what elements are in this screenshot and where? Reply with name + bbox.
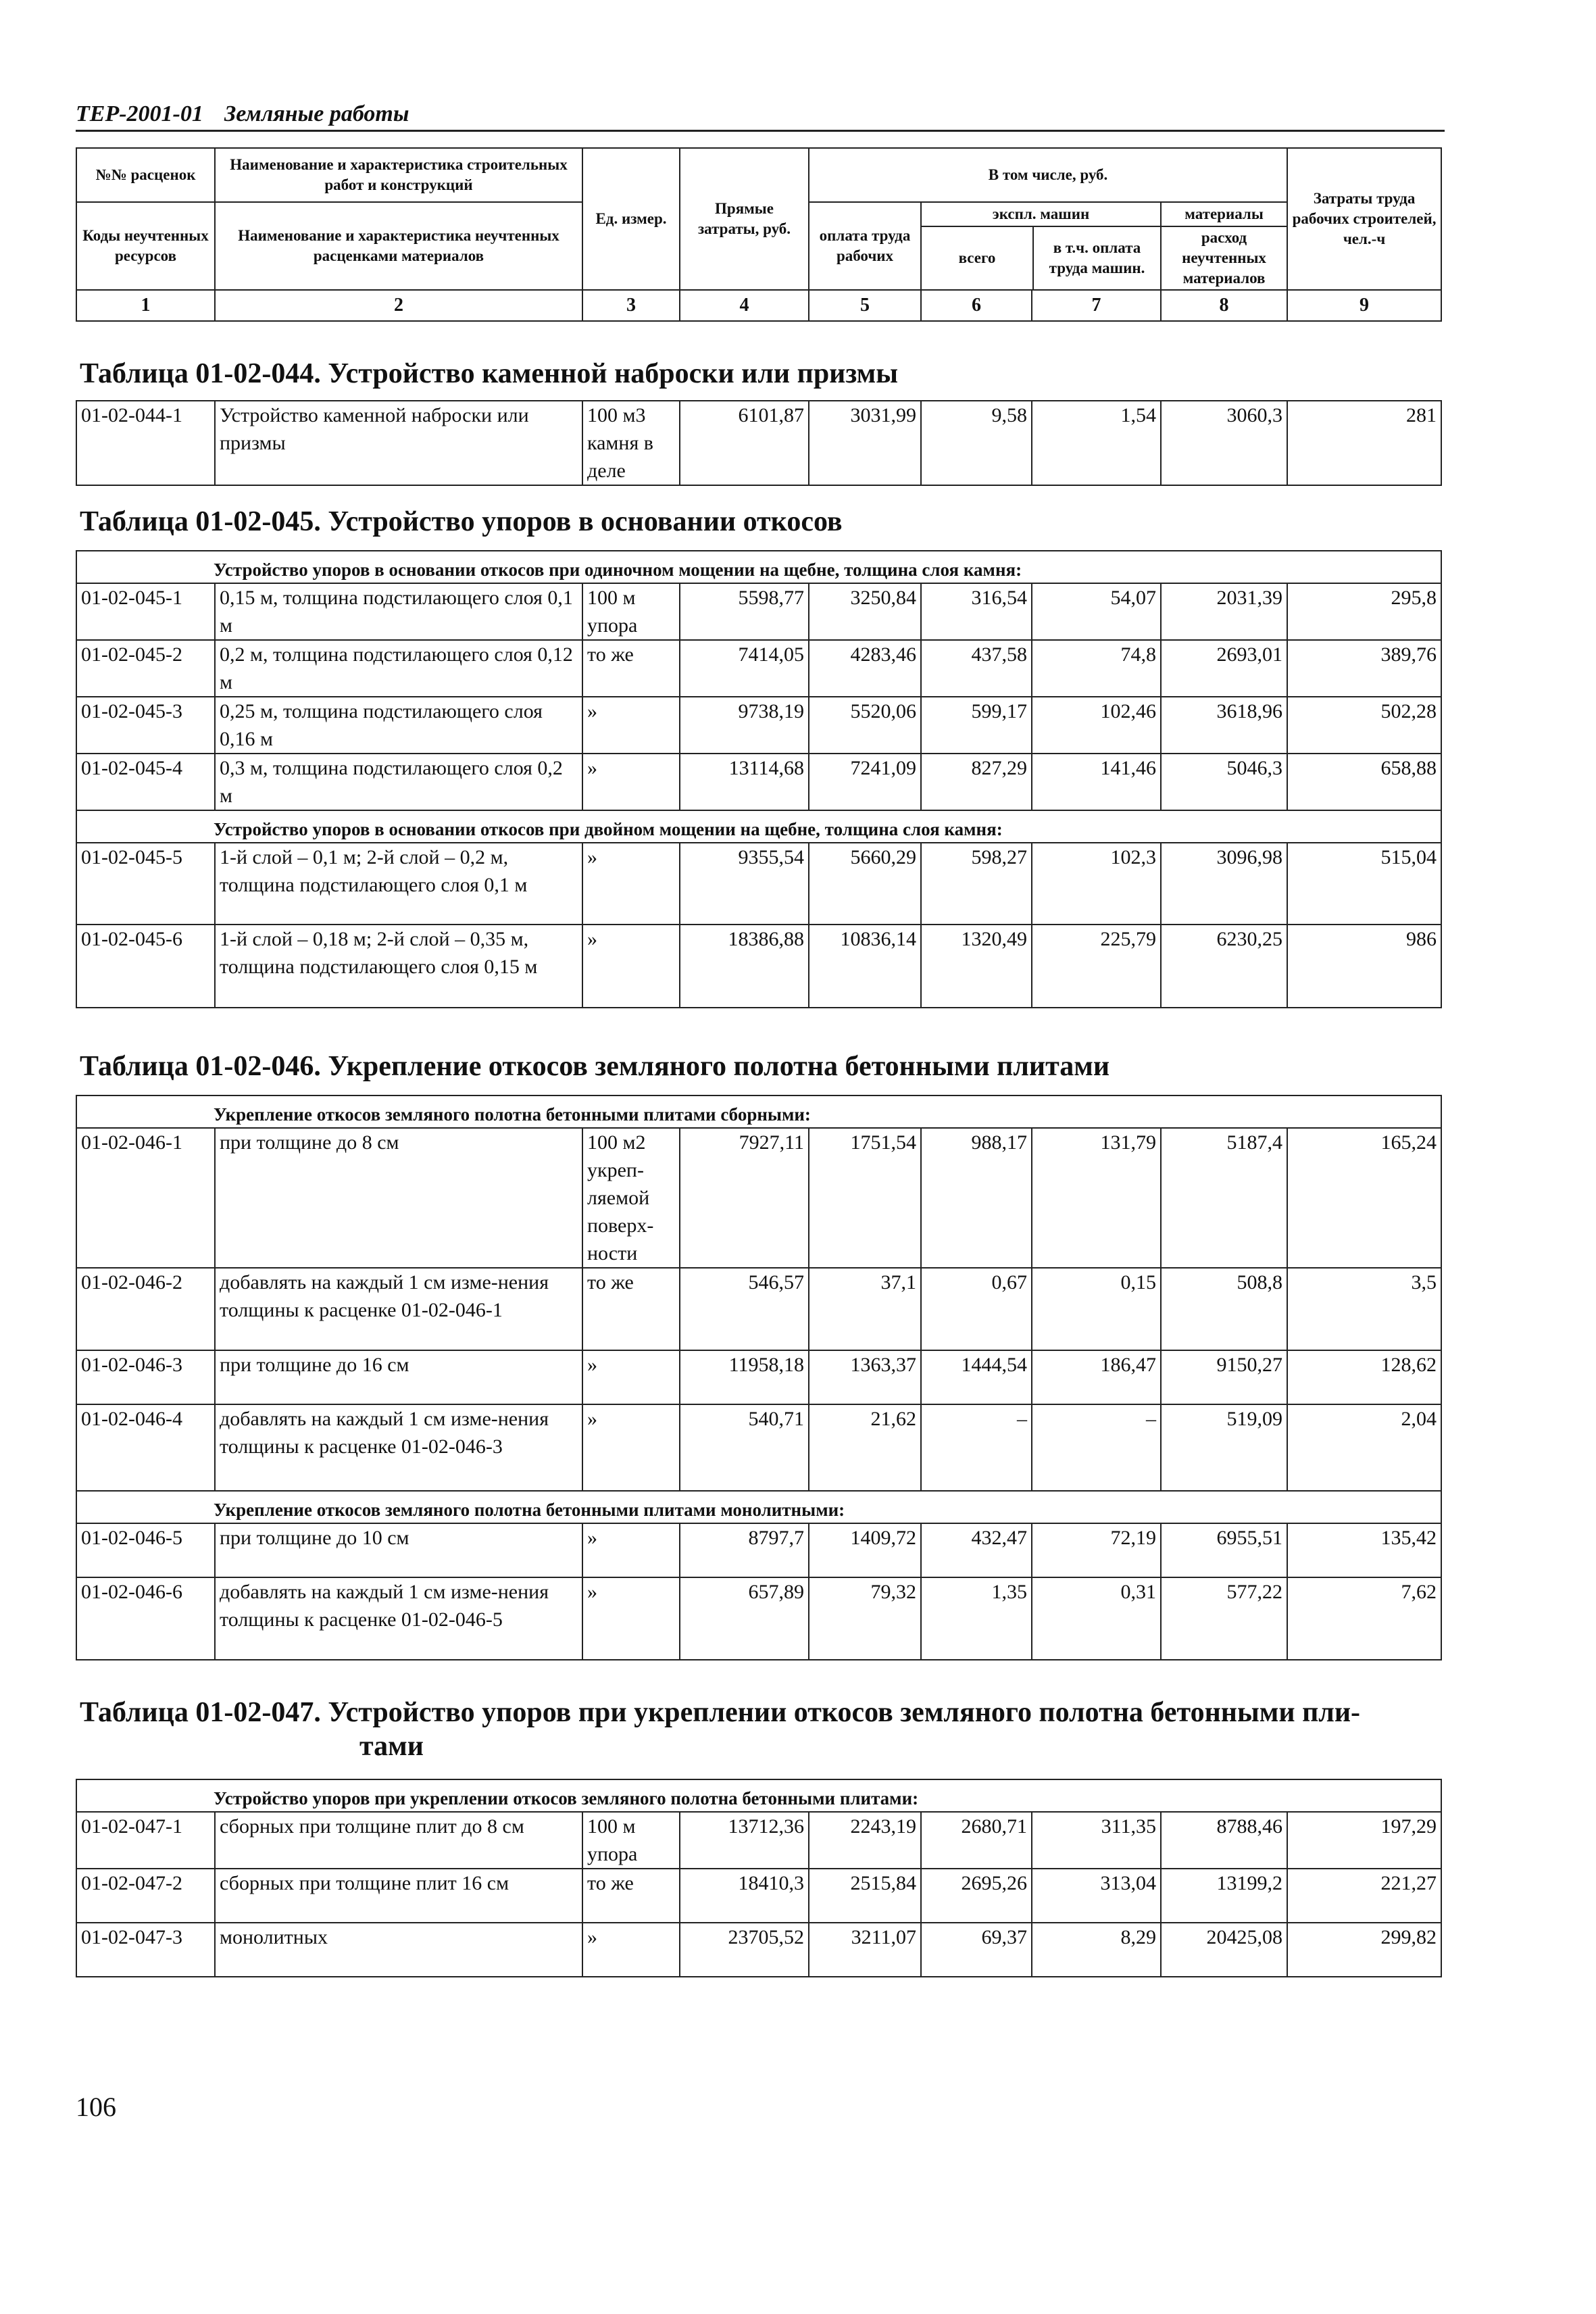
labor-pay: 37,1 [809, 1268, 921, 1350]
col-expl-total: всего [922, 227, 1034, 289]
rate-code: 01-02-045-1 [76, 583, 215, 640]
materials: 13199,2 [1161, 1869, 1287, 1923]
labor-pay: 4283,46 [809, 640, 921, 697]
machine-total: 2695,26 [921, 1869, 1032, 1923]
machine-total: 1320,49 [921, 925, 1032, 1008]
rate-code: 01-02-045-5 [76, 843, 215, 925]
table-046 [76, 1095, 1442, 1660]
materials: 6955,51 [1161, 1523, 1287, 1577]
table-row [76, 401, 1441, 485]
machine-pay: 54,07 [1032, 583, 1161, 640]
direct-cost: 9738,19 [680, 697, 809, 754]
machine-pay: – [1032, 1404, 1161, 1491]
subheading: Устройство упоров при укреплении откосов земляного полотна бетонными плитами: [76, 1779, 1441, 1812]
work-name: 1-й слой – 0,1 м; 2-й слой – 0,2 м, толщина подстилающего слоя 0,1 м [215, 843, 582, 925]
unit: 100 м2 укреп-ляемой поверх-ности [582, 1128, 680, 1268]
labor-hours: 658,88 [1287, 754, 1441, 810]
col-name-top: Наименование и характеристика строительных работ и конструкций [215, 148, 582, 202]
labor-pay: 7241,09 [809, 754, 921, 810]
machine-total: 69,37 [921, 1923, 1032, 1977]
col-expl-group [921, 202, 1161, 290]
machine-total: 827,29 [921, 754, 1032, 810]
work-name: 0,15 м, толщина подстилающего слоя 0,1 м [215, 583, 582, 640]
labor-pay: 1363,37 [809, 1350, 921, 1404]
col-including: В том числе, руб. [809, 148, 1287, 202]
labor-pay: 21,62 [809, 1404, 921, 1491]
rate-code: 01-02-046-1 [76, 1128, 215, 1268]
table-row [76, 925, 1441, 1008]
unit: » [582, 697, 680, 754]
col-num: 6 [921, 290, 1032, 321]
table-row [76, 640, 1441, 697]
rate-code: 01-02-046-2 [76, 1268, 215, 1350]
unit: то же [582, 640, 680, 697]
work-name: 0,25 м, толщина подстилающего слоя 0,16 м [215, 697, 582, 754]
table-row [76, 1350, 1441, 1404]
machine-pay: 102,46 [1032, 697, 1161, 754]
col-direct-costs: Прямые затраты, руб. [680, 148, 809, 290]
unit: » [582, 1923, 680, 1977]
unit: то же [582, 1268, 680, 1350]
subheading-row [76, 1491, 1441, 1523]
materials: 5046,3 [1161, 754, 1287, 810]
work-name: сборных при толщине плит 16 см [215, 1869, 582, 1923]
machine-total: – [921, 1404, 1032, 1491]
rate-code: 01-02-046-5 [76, 1523, 215, 1577]
table-row [76, 697, 1441, 754]
table-047 [76, 1779, 1442, 1977]
table-047-title: Таблица 01-02-047. Устройство упоров при укреплении откосов земляного полотна бетонными пли- [80, 1697, 1361, 1728]
header-section: Земляные работы [224, 101, 409, 126]
labor-hours: 515,04 [1287, 843, 1441, 925]
direct-cost: 18386,88 [680, 925, 809, 1008]
work-name: 1-й слой – 0,18 м; 2-й слой – 0,35 м, толщина подстилающего слоя 0,15 м [215, 925, 582, 1008]
machine-total: 598,27 [921, 843, 1032, 925]
materials: 2031,39 [1161, 583, 1287, 640]
rate-code: 01-02-046-3 [76, 1350, 215, 1404]
labor-hours: 986 [1287, 925, 1441, 1008]
subheading-row [76, 1779, 1441, 1812]
table-046-title: Таблица 01-02-046. Укрепление откосов земляного полотна бетонными плитами [80, 1051, 1110, 1082]
subheading-row [76, 1096, 1441, 1128]
materials: 519,09 [1161, 1404, 1287, 1491]
col-num: 9 [1287, 290, 1441, 321]
unit: » [582, 754, 680, 810]
unit: » [582, 843, 680, 925]
machine-pay: 141,46 [1032, 754, 1161, 810]
subheading: Укрепление откосов земляного полотна бетонными плитами монолитными: [76, 1491, 1441, 1523]
work-name: 0,3 м, толщина подстилающего слоя 0,2 м [215, 754, 582, 810]
running-header [76, 93, 1445, 132]
direct-cost: 9355,54 [680, 843, 809, 925]
machine-total: 1444,54 [921, 1350, 1032, 1404]
table-row [76, 1577, 1441, 1660]
unit: 100 м3 камня в деле [582, 401, 680, 485]
direct-cost: 13114,68 [680, 754, 809, 810]
labor-pay: 10836,14 [809, 925, 921, 1008]
labor-hours: 3,5 [1287, 1268, 1441, 1350]
machine-pay: 186,47 [1032, 1350, 1161, 1404]
col-code-top: №№ расценок [76, 148, 215, 202]
col-materials-group [1161, 202, 1287, 290]
rate-code: 01-02-045-4 [76, 754, 215, 810]
table-045 [76, 550, 1442, 1008]
labor-hours: 502,28 [1287, 697, 1441, 754]
labor-hours: 281 [1287, 401, 1441, 485]
work-name: Устройство каменной наброски или призмы [215, 401, 582, 485]
machine-total: 9,58 [921, 401, 1032, 485]
col-materials: материалы [1162, 203, 1287, 227]
rate-code: 01-02-044-1 [76, 401, 215, 485]
labor-pay: 5660,29 [809, 843, 921, 925]
work-name: добавлять на каждый 1 см изме-нения толщины к расценке 01-02-046-1 [215, 1268, 582, 1350]
table-044 [76, 400, 1442, 486]
work-name: добавлять на каждый 1 см изме-нения толщины к расценке 01-02-046-5 [215, 1577, 582, 1660]
work-name: 0,2 м, толщина подстилающего слоя 0,12 м [215, 640, 582, 697]
header-doc-code: ТЕР-2001-01 [76, 101, 203, 126]
rate-code: 01-02-046-6 [76, 1577, 215, 1660]
direct-cost: 8797,7 [680, 1523, 809, 1577]
col-num: 4 [680, 290, 809, 321]
col-name-bottom: Наименование и характеристика неучтенных расценками материалов [215, 202, 582, 290]
labor-pay: 5520,06 [809, 697, 921, 754]
subheading: Укрепление откосов земляного полотна бетонными плитами сборными: [76, 1096, 1441, 1128]
direct-cost: 5598,77 [680, 583, 809, 640]
labor-pay: 3250,84 [809, 583, 921, 640]
direct-cost: 657,89 [680, 1577, 809, 1660]
materials: 8788,46 [1161, 1812, 1287, 1869]
machine-pay: 225,79 [1032, 925, 1161, 1008]
work-name: сборных при толщине плит до 8 см [215, 1812, 582, 1869]
col-num: 1 [76, 290, 215, 321]
table-row [76, 1812, 1441, 1869]
rate-code: 01-02-045-3 [76, 697, 215, 754]
labor-hours: 197,29 [1287, 1812, 1441, 1869]
machine-total: 432,47 [921, 1523, 1032, 1577]
table-row [76, 1523, 1441, 1577]
col-num: 7 [1032, 290, 1161, 321]
direct-cost: 18410,3 [680, 1869, 809, 1923]
direct-cost: 7414,05 [680, 640, 809, 697]
work-name: добавлять на каждый 1 см изме-нения толщины к расценке 01-02-046-3 [215, 1404, 582, 1491]
col-num: 3 [582, 290, 680, 321]
col-mat-use: расход неучтенных материалов [1182, 229, 1266, 287]
table-047-title-cont: тами [359, 1731, 424, 1762]
materials: 20425,08 [1161, 1923, 1287, 1977]
labor-hours: 128,62 [1287, 1350, 1441, 1404]
col-code-bottom: Коды неучтенных ресурсов [76, 202, 215, 290]
machine-pay: 72,19 [1032, 1523, 1161, 1577]
table-row [76, 843, 1441, 925]
table-row [76, 583, 1441, 640]
labor-pay: 2515,84 [809, 1869, 921, 1923]
labor-pay: 1751,54 [809, 1128, 921, 1268]
subheading-row [76, 551, 1441, 583]
col-expl-pay: в т.ч. оплата труда машин. [1049, 239, 1145, 276]
machine-pay: 0,31 [1032, 1577, 1161, 1660]
machine-total: 437,58 [921, 640, 1032, 697]
col-unit: Ед. измер. [582, 148, 680, 290]
materials: 3618,96 [1161, 697, 1287, 754]
subheading: Устройство упоров в основании откосов при одиночном мощении на щебне, толщина слоя камня: [76, 551, 1441, 583]
machine-pay: 8,29 [1032, 1923, 1161, 1977]
labor-pay: 1409,72 [809, 1523, 921, 1577]
machine-pay: 313,04 [1032, 1869, 1161, 1923]
work-name: при толщине до 10 см [215, 1523, 582, 1577]
table-044-title: Таблица 01-02-044. Устройство каменной наброски или призмы [80, 358, 899, 389]
materials: 577,22 [1161, 1577, 1287, 1660]
rate-code: 01-02-045-2 [76, 640, 215, 697]
rate-code: 01-02-045-6 [76, 925, 215, 1008]
table-row [76, 754, 1441, 810]
direct-cost: 13712,36 [680, 1812, 809, 1869]
labor-hours: 165,24 [1287, 1128, 1441, 1268]
machine-pay: 0,15 [1032, 1268, 1161, 1350]
rate-code: 01-02-047-1 [76, 1812, 215, 1869]
subheading-row [76, 810, 1441, 843]
unit: то же [582, 1869, 680, 1923]
machine-total: 988,17 [921, 1128, 1032, 1268]
table-row [76, 1923, 1441, 1977]
machine-total: 2680,71 [921, 1812, 1032, 1869]
labor-pay: 2243,19 [809, 1812, 921, 1869]
materials: 6230,25 [1161, 925, 1287, 1008]
col-num: 2 [215, 290, 582, 321]
unit: » [582, 925, 680, 1008]
direct-cost: 7927,11 [680, 1128, 809, 1268]
machine-pay: 1,54 [1032, 401, 1161, 485]
machine-pay: 74,8 [1032, 640, 1161, 697]
labor-hours: 295,8 [1287, 583, 1441, 640]
labor-hours: 299,82 [1287, 1923, 1441, 1977]
labor-hours: 389,76 [1287, 640, 1441, 697]
column-header-table [76, 147, 1442, 322]
table-row [76, 1128, 1441, 1268]
machine-pay: 131,79 [1032, 1128, 1161, 1268]
materials: 9150,27 [1161, 1350, 1287, 1404]
table-row [76, 1869, 1441, 1923]
rate-code: 01-02-047-2 [76, 1869, 215, 1923]
labor-pay: 3211,07 [809, 1923, 921, 1977]
unit: » [582, 1350, 680, 1404]
work-name: монолитных [215, 1923, 582, 1977]
labor-hours: 2,04 [1287, 1404, 1441, 1491]
direct-cost: 23705,52 [680, 1923, 809, 1977]
table-row [76, 1404, 1441, 1491]
machine-pay: 102,3 [1032, 843, 1161, 925]
page-number: 106 [76, 2092, 116, 2122]
labor-hours: 7,62 [1287, 1577, 1441, 1660]
rate-code: 01-02-046-4 [76, 1404, 215, 1491]
direct-cost: 546,57 [680, 1268, 809, 1350]
labor-hours: 135,42 [1287, 1523, 1441, 1577]
work-name: при толщине до 16 см [215, 1350, 582, 1404]
materials: 3060,3 [1161, 401, 1287, 485]
direct-cost: 11958,18 [680, 1350, 809, 1404]
machine-pay: 311,35 [1032, 1812, 1161, 1869]
rate-code: 01-02-047-3 [76, 1923, 215, 1977]
subheading: Устройство упоров в основании откосов при двойном мощении на щебне, толщина слоя камня: [76, 810, 1441, 843]
unit: » [582, 1577, 680, 1660]
col-pay: оплата труда рабочих [809, 202, 921, 290]
machine-total: 599,17 [921, 697, 1032, 754]
materials: 508,8 [1161, 1268, 1287, 1350]
materials: 3096,98 [1161, 843, 1287, 925]
col-num: 8 [1161, 290, 1287, 321]
unit: » [582, 1523, 680, 1577]
table-row [76, 1268, 1441, 1350]
table-045-title: Таблица 01-02-045. Устройство упоров в основании откосов [80, 506, 843, 537]
machine-total: 0,67 [921, 1268, 1032, 1350]
labor-pay: 79,32 [809, 1577, 921, 1660]
direct-cost: 540,71 [680, 1404, 809, 1491]
materials: 2693,01 [1161, 640, 1287, 697]
machine-total: 316,54 [921, 583, 1032, 640]
direct-cost: 6101,87 [680, 401, 809, 485]
col-expl: экспл. машин [922, 203, 1160, 227]
col-num: 5 [809, 290, 921, 321]
materials: 5187,4 [1161, 1128, 1287, 1268]
work-name: при толщине до 8 см [215, 1128, 582, 1268]
col-labor: Затраты труда рабочих строителей, чел.-ч [1287, 148, 1441, 290]
unit: 100 м упора [582, 1812, 680, 1869]
unit: » [582, 1404, 680, 1491]
labor-pay: 3031,99 [809, 401, 921, 485]
unit: 100 м упора [582, 583, 680, 640]
machine-total: 1,35 [921, 1577, 1032, 1660]
labor-hours: 221,27 [1287, 1869, 1441, 1923]
